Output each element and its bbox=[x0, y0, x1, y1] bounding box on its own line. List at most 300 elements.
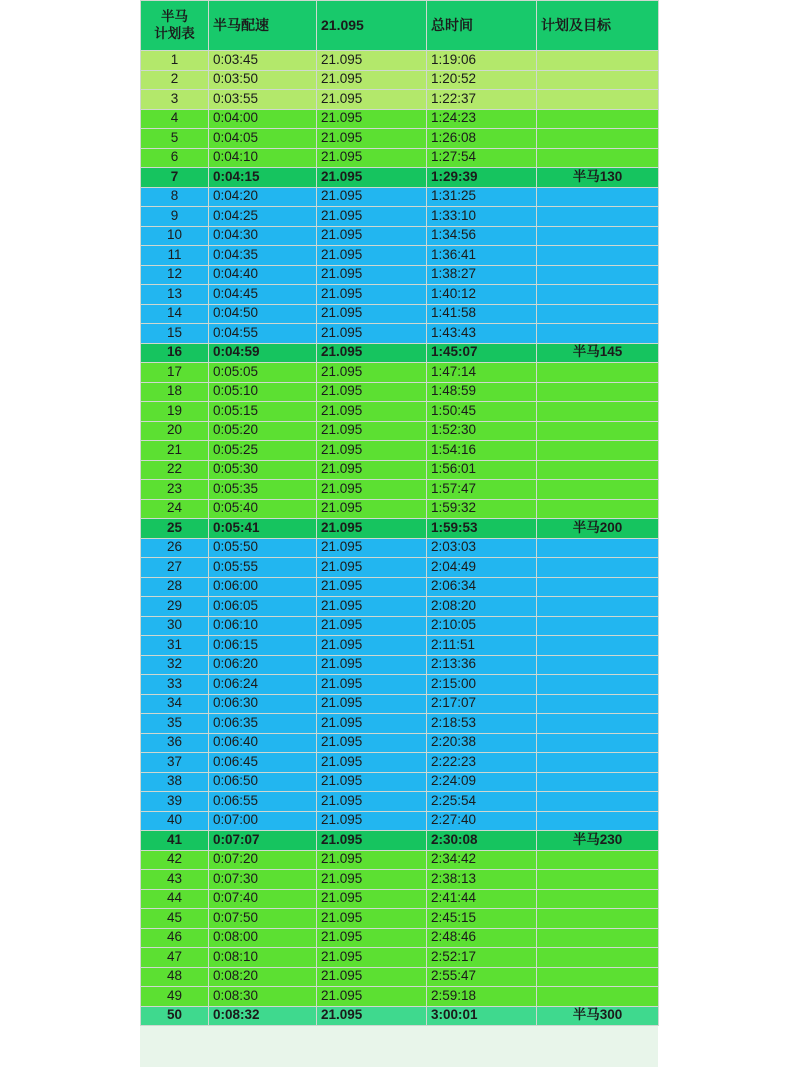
row-goal-cell bbox=[537, 987, 659, 1007]
row-goal-cell bbox=[537, 304, 659, 324]
row-total-time-cell: 2:41:44 bbox=[427, 889, 537, 909]
row-index-cell: 21 bbox=[141, 441, 209, 461]
header-goal: 计划及目标 bbox=[537, 1, 659, 51]
row-total-time-cell: 1:22:37 bbox=[427, 90, 537, 110]
row-total-time-cell: 1:41:58 bbox=[427, 304, 537, 324]
row-pace-cell: 0:06:24 bbox=[209, 675, 317, 695]
row-distance-cell: 21.095 bbox=[317, 168, 427, 188]
table-row bbox=[141, 129, 659, 149]
row-pace-cell: 0:08:20 bbox=[209, 967, 317, 987]
half-marathon-pace-table bbox=[140, 0, 659, 1026]
table-row bbox=[141, 538, 659, 558]
header-title-line2: 计划表 bbox=[154, 25, 195, 41]
row-goal-cell bbox=[537, 109, 659, 129]
row-total-time-cell: 1:45:07 bbox=[427, 343, 537, 363]
row-distance-cell: 21.095 bbox=[317, 948, 427, 968]
table-row bbox=[141, 577, 659, 597]
row-index-cell: 16 bbox=[141, 343, 209, 363]
row-distance-cell: 21.095 bbox=[317, 363, 427, 383]
row-pace-cell: 0:06:30 bbox=[209, 694, 317, 714]
table-row bbox=[141, 226, 659, 246]
table-row bbox=[141, 889, 659, 909]
row-total-time-cell: 1:26:08 bbox=[427, 129, 537, 149]
row-pace-cell: 0:03:45 bbox=[209, 51, 317, 71]
row-total-time-cell: 2:10:05 bbox=[427, 616, 537, 636]
row-index-cell: 12 bbox=[141, 265, 209, 285]
row-goal-cell: 半马130 bbox=[537, 168, 659, 188]
row-pace-cell: 0:03:55 bbox=[209, 90, 317, 110]
table-row bbox=[141, 421, 659, 441]
row-distance-cell: 21.095 bbox=[317, 636, 427, 656]
table-row bbox=[141, 850, 659, 870]
table-row bbox=[141, 928, 659, 948]
row-index-cell: 30 bbox=[141, 616, 209, 636]
table-row bbox=[141, 441, 659, 461]
row-index-cell: 5 bbox=[141, 129, 209, 149]
row-distance-cell: 21.095 bbox=[317, 675, 427, 695]
row-goal-cell bbox=[537, 694, 659, 714]
row-total-time-cell: 1:59:53 bbox=[427, 519, 537, 539]
row-index-cell: 19 bbox=[141, 402, 209, 422]
row-pace-cell: 0:06:40 bbox=[209, 733, 317, 753]
table-row bbox=[141, 460, 659, 480]
row-distance-cell: 21.095 bbox=[317, 733, 427, 753]
row-distance-cell: 21.095 bbox=[317, 538, 427, 558]
table-row bbox=[141, 792, 659, 812]
row-pace-cell: 0:05:50 bbox=[209, 538, 317, 558]
row-total-time-cell: 2:25:54 bbox=[427, 792, 537, 812]
row-distance-cell: 21.095 bbox=[317, 714, 427, 734]
row-goal-cell bbox=[537, 714, 659, 734]
row-total-time-cell: 1:36:41 bbox=[427, 246, 537, 266]
row-distance-cell: 21.095 bbox=[317, 246, 427, 266]
row-total-time-cell: 1:40:12 bbox=[427, 285, 537, 305]
row-pace-cell: 0:05:30 bbox=[209, 460, 317, 480]
row-goal-cell bbox=[537, 129, 659, 149]
row-total-time-cell: 2:38:13 bbox=[427, 870, 537, 890]
row-pace-cell: 0:08:32 bbox=[209, 1006, 317, 1026]
row-total-time-cell: 2:04:49 bbox=[427, 558, 537, 578]
row-index-cell: 13 bbox=[141, 285, 209, 305]
row-total-time-cell: 3:00:01 bbox=[427, 1006, 537, 1026]
row-pace-cell: 0:05:41 bbox=[209, 519, 317, 539]
table-row bbox=[141, 480, 659, 500]
row-distance-cell: 21.095 bbox=[317, 460, 427, 480]
row-index-cell: 11 bbox=[141, 246, 209, 266]
row-index-cell: 14 bbox=[141, 304, 209, 324]
table-row bbox=[141, 70, 659, 90]
table-row bbox=[141, 811, 659, 831]
row-goal-cell bbox=[537, 538, 659, 558]
row-index-cell: 39 bbox=[141, 792, 209, 812]
row-index-cell: 34 bbox=[141, 694, 209, 714]
row-index-cell: 24 bbox=[141, 499, 209, 519]
row-goal-cell bbox=[537, 948, 659, 968]
row-pace-cell: 0:07:30 bbox=[209, 870, 317, 890]
table-body bbox=[141, 51, 659, 1026]
row-distance-cell: 21.095 bbox=[317, 324, 427, 344]
row-pace-cell: 0:07:00 bbox=[209, 811, 317, 831]
row-pace-cell: 0:04:50 bbox=[209, 304, 317, 324]
row-total-time-cell: 1:19:06 bbox=[427, 51, 537, 71]
row-pace-cell: 0:08:10 bbox=[209, 948, 317, 968]
row-goal-cell bbox=[537, 382, 659, 402]
row-goal-cell bbox=[537, 733, 659, 753]
row-goal-cell bbox=[537, 675, 659, 695]
row-total-time-cell: 2:30:08 bbox=[427, 831, 537, 851]
row-pace-cell: 0:04:59 bbox=[209, 343, 317, 363]
row-index-cell: 46 bbox=[141, 928, 209, 948]
row-total-time-cell: 1:24:23 bbox=[427, 109, 537, 129]
row-index-cell: 42 bbox=[141, 850, 209, 870]
row-goal-cell bbox=[537, 285, 659, 305]
row-total-time-cell: 1:29:39 bbox=[427, 168, 537, 188]
row-distance-cell: 21.095 bbox=[317, 831, 427, 851]
row-total-time-cell: 1:33:10 bbox=[427, 207, 537, 227]
row-distance-cell: 21.095 bbox=[317, 928, 427, 948]
row-goal-cell bbox=[537, 90, 659, 110]
row-distance-cell: 21.095 bbox=[317, 382, 427, 402]
row-distance-cell: 21.095 bbox=[317, 909, 427, 929]
row-distance-cell: 21.095 bbox=[317, 70, 427, 90]
row-index-cell: 48 bbox=[141, 967, 209, 987]
row-distance-cell: 21.095 bbox=[317, 480, 427, 500]
table-row bbox=[141, 90, 659, 110]
row-distance-cell: 21.095 bbox=[317, 265, 427, 285]
table-row bbox=[141, 714, 659, 734]
row-pace-cell: 0:04:55 bbox=[209, 324, 317, 344]
row-index-cell: 38 bbox=[141, 772, 209, 792]
row-pace-cell: 0:06:35 bbox=[209, 714, 317, 734]
row-index-cell: 2 bbox=[141, 70, 209, 90]
row-total-time-cell: 1:50:45 bbox=[427, 402, 537, 422]
row-distance-cell: 21.095 bbox=[317, 441, 427, 461]
row-goal-cell bbox=[537, 811, 659, 831]
row-index-cell: 32 bbox=[141, 655, 209, 675]
row-goal-cell: 半马300 bbox=[537, 1006, 659, 1026]
row-total-time-cell: 1:56:01 bbox=[427, 460, 537, 480]
row-pace-cell: 0:05:20 bbox=[209, 421, 317, 441]
row-pace-cell: 0:06:20 bbox=[209, 655, 317, 675]
table-row bbox=[141, 265, 659, 285]
row-total-time-cell: 1:47:14 bbox=[427, 363, 537, 383]
row-index-cell: 41 bbox=[141, 831, 209, 851]
table-row bbox=[141, 304, 659, 324]
row-distance-cell: 21.095 bbox=[317, 870, 427, 890]
table-row bbox=[141, 733, 659, 753]
row-pace-cell: 0:06:05 bbox=[209, 597, 317, 617]
table-header bbox=[141, 1, 659, 51]
row-index-cell: 45 bbox=[141, 909, 209, 929]
row-total-time-cell: 1:31:25 bbox=[427, 187, 537, 207]
row-distance-cell: 21.095 bbox=[317, 558, 427, 578]
row-goal-cell bbox=[537, 928, 659, 948]
table-row bbox=[141, 363, 659, 383]
row-distance-cell: 21.095 bbox=[317, 129, 427, 149]
header-distance: 21.095 bbox=[317, 1, 427, 51]
row-distance-cell: 21.095 bbox=[317, 616, 427, 636]
row-index-cell: 23 bbox=[141, 480, 209, 500]
row-pace-cell: 0:06:55 bbox=[209, 792, 317, 812]
row-total-time-cell: 2:17:07 bbox=[427, 694, 537, 714]
row-goal-cell bbox=[537, 636, 659, 656]
row-index-cell: 22 bbox=[141, 460, 209, 480]
row-total-time-cell: 1:52:30 bbox=[427, 421, 537, 441]
row-distance-cell: 21.095 bbox=[317, 811, 427, 831]
row-goal-cell bbox=[537, 909, 659, 929]
row-pace-cell: 0:07:50 bbox=[209, 909, 317, 929]
row-total-time-cell: 2:24:09 bbox=[427, 772, 537, 792]
row-pace-cell: 0:06:45 bbox=[209, 753, 317, 773]
row-goal-cell bbox=[537, 850, 659, 870]
row-pace-cell: 0:04:45 bbox=[209, 285, 317, 305]
row-goal-cell bbox=[537, 499, 659, 519]
row-goal-cell bbox=[537, 70, 659, 90]
table-row bbox=[141, 597, 659, 617]
header-pace: 半马配速 bbox=[209, 1, 317, 51]
row-index-cell: 37 bbox=[141, 753, 209, 773]
row-distance-cell: 21.095 bbox=[317, 207, 427, 227]
row-distance-cell: 21.095 bbox=[317, 304, 427, 324]
row-goal-cell bbox=[537, 967, 659, 987]
row-index-cell: 8 bbox=[141, 187, 209, 207]
row-pace-cell: 0:03:50 bbox=[209, 70, 317, 90]
row-distance-cell: 21.095 bbox=[317, 226, 427, 246]
row-index-cell: 20 bbox=[141, 421, 209, 441]
row-goal-cell: 半马230 bbox=[537, 831, 659, 851]
row-pace-cell: 0:04:40 bbox=[209, 265, 317, 285]
row-total-time-cell: 2:15:00 bbox=[427, 675, 537, 695]
table-row bbox=[141, 636, 659, 656]
row-goal-cell bbox=[537, 577, 659, 597]
row-total-time-cell: 2:22:23 bbox=[427, 753, 537, 773]
row-total-time-cell: 2:03:03 bbox=[427, 538, 537, 558]
header-total-time: 总时间 bbox=[427, 1, 537, 51]
table-row bbox=[141, 967, 659, 987]
row-pace-cell: 0:05:10 bbox=[209, 382, 317, 402]
table-row bbox=[141, 402, 659, 422]
row-index-cell: 36 bbox=[141, 733, 209, 753]
row-index-cell: 9 bbox=[141, 207, 209, 227]
row-pace-cell: 0:04:00 bbox=[209, 109, 317, 129]
table-row bbox=[141, 246, 659, 266]
row-index-cell: 28 bbox=[141, 577, 209, 597]
row-distance-cell: 21.095 bbox=[317, 850, 427, 870]
table-row bbox=[141, 831, 659, 851]
row-distance-cell: 21.095 bbox=[317, 967, 427, 987]
row-pace-cell: 0:05:40 bbox=[209, 499, 317, 519]
row-total-time-cell: 2:34:42 bbox=[427, 850, 537, 870]
row-index-cell: 44 bbox=[141, 889, 209, 909]
row-total-time-cell: 2:27:40 bbox=[427, 811, 537, 831]
row-total-time-cell: 1:54:16 bbox=[427, 441, 537, 461]
row-pace-cell: 0:04:15 bbox=[209, 168, 317, 188]
row-distance-cell: 21.095 bbox=[317, 1006, 427, 1026]
row-index-cell: 49 bbox=[141, 987, 209, 1007]
header-title-cell bbox=[141, 1, 209, 51]
row-distance-cell: 21.095 bbox=[317, 655, 427, 675]
row-pace-cell: 0:04:25 bbox=[209, 207, 317, 227]
table-row bbox=[141, 382, 659, 402]
row-distance-cell: 21.095 bbox=[317, 109, 427, 129]
row-index-cell: 1 bbox=[141, 51, 209, 71]
table-row bbox=[141, 987, 659, 1007]
row-pace-cell: 0:05:15 bbox=[209, 402, 317, 422]
row-index-cell: 33 bbox=[141, 675, 209, 695]
table-row bbox=[141, 207, 659, 227]
row-pace-cell: 0:04:35 bbox=[209, 246, 317, 266]
row-pace-cell: 0:08:00 bbox=[209, 928, 317, 948]
row-pace-cell: 0:05:25 bbox=[209, 441, 317, 461]
row-total-time-cell: 1:34:56 bbox=[427, 226, 537, 246]
row-total-time-cell: 2:08:20 bbox=[427, 597, 537, 617]
row-distance-cell: 21.095 bbox=[317, 421, 427, 441]
table-row bbox=[141, 753, 659, 773]
row-pace-cell: 0:05:35 bbox=[209, 480, 317, 500]
row-pace-cell: 0:05:55 bbox=[209, 558, 317, 578]
row-distance-cell: 21.095 bbox=[317, 90, 427, 110]
table-row bbox=[141, 519, 659, 539]
row-total-time-cell: 2:13:36 bbox=[427, 655, 537, 675]
row-total-time-cell: 2:48:46 bbox=[427, 928, 537, 948]
row-distance-cell: 21.095 bbox=[317, 772, 427, 792]
row-pace-cell: 0:06:15 bbox=[209, 636, 317, 656]
row-index-cell: 47 bbox=[141, 948, 209, 968]
table-row bbox=[141, 655, 659, 675]
table-row bbox=[141, 187, 659, 207]
row-pace-cell: 0:05:05 bbox=[209, 363, 317, 383]
row-distance-cell: 21.095 bbox=[317, 187, 427, 207]
table-row bbox=[141, 343, 659, 363]
row-goal-cell bbox=[537, 187, 659, 207]
row-total-time-cell: 2:52:17 bbox=[427, 948, 537, 968]
row-goal-cell bbox=[537, 655, 659, 675]
row-index-cell: 43 bbox=[141, 870, 209, 890]
row-pace-cell: 0:06:50 bbox=[209, 772, 317, 792]
row-goal-cell bbox=[537, 51, 659, 71]
row-pace-cell: 0:06:00 bbox=[209, 577, 317, 597]
row-goal-cell bbox=[537, 870, 659, 890]
table-row bbox=[141, 948, 659, 968]
row-goal-cell bbox=[537, 148, 659, 168]
table-row bbox=[141, 1006, 659, 1026]
row-goal-cell bbox=[537, 421, 659, 441]
row-goal-cell bbox=[537, 207, 659, 227]
row-pace-cell: 0:06:10 bbox=[209, 616, 317, 636]
row-goal-cell bbox=[537, 772, 659, 792]
header-row bbox=[141, 1, 659, 51]
table-row bbox=[141, 616, 659, 636]
row-pace-cell: 0:04:10 bbox=[209, 148, 317, 168]
table-row bbox=[141, 285, 659, 305]
row-goal-cell bbox=[537, 460, 659, 480]
table-row bbox=[141, 109, 659, 129]
row-total-time-cell: 2:59:18 bbox=[427, 987, 537, 1007]
row-total-time-cell: 1:59:32 bbox=[427, 499, 537, 519]
table-row bbox=[141, 51, 659, 71]
row-index-cell: 50 bbox=[141, 1006, 209, 1026]
row-goal-cell bbox=[537, 480, 659, 500]
table-row bbox=[141, 870, 659, 890]
row-index-cell: 15 bbox=[141, 324, 209, 344]
row-goal-cell bbox=[537, 441, 659, 461]
row-distance-cell: 21.095 bbox=[317, 987, 427, 1007]
row-total-time-cell: 1:57:47 bbox=[427, 480, 537, 500]
row-goal-cell bbox=[537, 226, 659, 246]
row-goal-cell bbox=[537, 597, 659, 617]
row-pace-cell: 0:04:30 bbox=[209, 226, 317, 246]
table-row bbox=[141, 694, 659, 714]
row-index-cell: 3 bbox=[141, 90, 209, 110]
table-row bbox=[141, 168, 659, 188]
table-row bbox=[141, 909, 659, 929]
row-distance-cell: 21.095 bbox=[317, 889, 427, 909]
row-goal-cell bbox=[537, 324, 659, 344]
table-row bbox=[141, 675, 659, 695]
row-distance-cell: 21.095 bbox=[317, 519, 427, 539]
row-index-cell: 27 bbox=[141, 558, 209, 578]
row-pace-cell: 0:04:05 bbox=[209, 129, 317, 149]
row-index-cell: 40 bbox=[141, 811, 209, 831]
row-index-cell: 4 bbox=[141, 109, 209, 129]
row-distance-cell: 21.095 bbox=[317, 753, 427, 773]
row-goal-cell bbox=[537, 889, 659, 909]
row-index-cell: 6 bbox=[141, 148, 209, 168]
row-pace-cell: 0:08:30 bbox=[209, 987, 317, 1007]
row-pace-cell: 0:07:40 bbox=[209, 889, 317, 909]
row-goal-cell bbox=[537, 246, 659, 266]
row-total-time-cell: 1:48:59 bbox=[427, 382, 537, 402]
row-distance-cell: 21.095 bbox=[317, 694, 427, 714]
row-distance-cell: 21.095 bbox=[317, 285, 427, 305]
row-goal-cell bbox=[537, 558, 659, 578]
row-distance-cell: 21.095 bbox=[317, 51, 427, 71]
row-goal-cell bbox=[537, 616, 659, 636]
row-total-time-cell: 1:38:27 bbox=[427, 265, 537, 285]
pace-chart-sheet bbox=[140, 0, 658, 1067]
row-index-cell: 7 bbox=[141, 168, 209, 188]
row-distance-cell: 21.095 bbox=[317, 792, 427, 812]
row-goal-cell bbox=[537, 265, 659, 285]
row-pace-cell: 0:07:20 bbox=[209, 850, 317, 870]
table-row bbox=[141, 558, 659, 578]
row-goal-cell bbox=[537, 792, 659, 812]
row-total-time-cell: 2:55:47 bbox=[427, 967, 537, 987]
row-total-time-cell: 1:43:43 bbox=[427, 324, 537, 344]
row-distance-cell: 21.095 bbox=[317, 343, 427, 363]
row-index-cell: 17 bbox=[141, 363, 209, 383]
row-goal-cell bbox=[537, 363, 659, 383]
row-distance-cell: 21.095 bbox=[317, 577, 427, 597]
row-goal-cell bbox=[537, 753, 659, 773]
row-pace-cell: 0:04:20 bbox=[209, 187, 317, 207]
row-pace-cell: 0:07:07 bbox=[209, 831, 317, 851]
row-index-cell: 10 bbox=[141, 226, 209, 246]
row-distance-cell: 21.095 bbox=[317, 597, 427, 617]
row-index-cell: 29 bbox=[141, 597, 209, 617]
row-total-time-cell: 2:45:15 bbox=[427, 909, 537, 929]
row-index-cell: 26 bbox=[141, 538, 209, 558]
table-row bbox=[141, 499, 659, 519]
row-index-cell: 31 bbox=[141, 636, 209, 656]
row-total-time-cell: 2:11:51 bbox=[427, 636, 537, 656]
row-total-time-cell: 2:18:53 bbox=[427, 714, 537, 734]
row-goal-cell bbox=[537, 402, 659, 422]
row-total-time-cell: 2:20:38 bbox=[427, 733, 537, 753]
row-total-time-cell: 1:20:52 bbox=[427, 70, 537, 90]
row-total-time-cell: 1:27:54 bbox=[427, 148, 537, 168]
row-total-time-cell: 2:06:34 bbox=[427, 577, 537, 597]
